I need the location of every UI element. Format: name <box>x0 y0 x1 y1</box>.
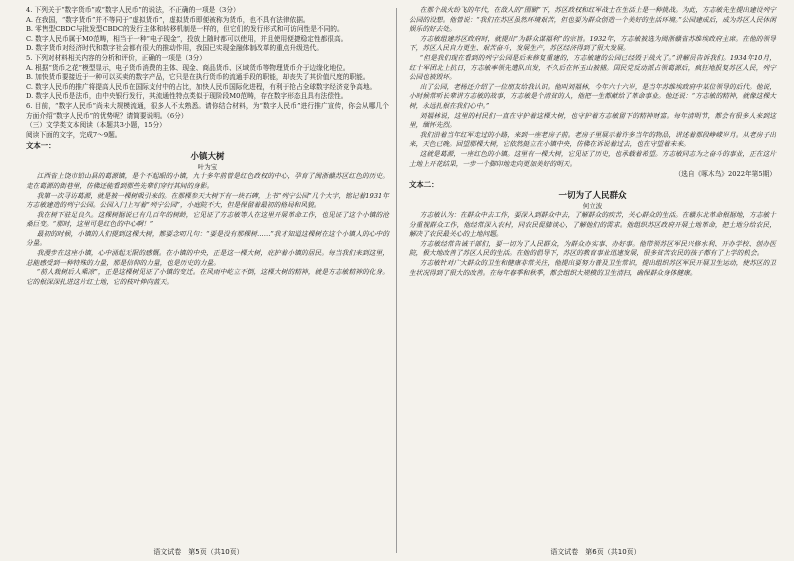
q5-option-d: D. 数字人民币是法币，由中央银行发行，其流通性特点类似于现阶段M0范畴，存在数字形态且具有法偿性。 <box>26 92 348 101</box>
article-2-paragraph: 方志敏针对广大群众的卫生和健康非常关注，他提出要努力普及卫生常识，提出组织苏区军民开展卫生运动，使苏区的卫生状况得到了很大的改善。在每年春季和秋季，都会组织大规模的卫生清扫，确保群众身体健康。 <box>409 259 776 277</box>
page-footer-6: 语文试卷 第6页（共10页） <box>550 548 641 556</box>
article-source: （选自《啄木鸟》2022年第5期） <box>674 170 776 179</box>
article-title: 小镇大树 <box>190 152 225 163</box>
article-paragraph: “但是我们现在看到的列宁公园是后来修复重建的，方志敏建的公园已经毁于战火了。”讲解员告诉我们。1934年10月，红十军团北上抗日，方志敏率领先遣队出发，不久后在怀玉山被捕。国民党反动派占领葛源后，疯狂地报复苏区人民，列宁公园也被毁坏。 <box>409 53 776 82</box>
article-paragraph: 最初的时候，小镇的人们提到这棵大树，都要念叨几句：“要是没有那棵树……”我才知道这棵树在这个小镇人的心中的分量。 <box>26 229 389 248</box>
section-3-heading: （三）文学类文本阅读（本题共3小题，15分） <box>26 121 166 130</box>
q6-stem: 6. 目前，“数字人民币”尚未大规模流通，很多人不太熟悉。请你结合材料，为“数字人民币”进行推广宣传，你会从哪几个方面介绍“数字人民币”的优势呢？请简要说明。（6分） <box>26 101 389 120</box>
exam-page-6 <box>397 0 794 561</box>
article-paragraph: 这就是葛源，一座红色的小镇。这里有一棵大树，它见证了历史，也承载着希望。方志敏同志为之奋斗的事业，正在这片土地上开花结果，一步一个脚印地走向更加美好的明天。 <box>409 149 776 168</box>
q5-option-c: C. 数字人民币的推广将提高人民币在国际支付中的占比，加快人民币国际化进程，有利于抢占全球数字经济竞争高地。 <box>26 82 377 91</box>
q4-option-a: A. 在我国，“数字货币”并不等同于“虚拟货币”，虚拟货币即便被称为货币，也不具有法律依据。 <box>26 15 310 24</box>
q5-stem: 5. 下列对材料相关内容的分析和评价，正确的一项是（3分） <box>26 53 206 62</box>
article-paragraph: 我们沿着当年红军走过的小路，来到一座老房子前。老房子里展示着许多当年的物品，讲述着那段峥嵘岁月。从老房子出来，天色已晚。回望那棵大树，它依然挺立在小镇中央，仿佛在诉说着过去，也在守望着未来。 <box>409 130 776 149</box>
q5-option-a: A. 根据“货币之花”模型显示，电子货币消费的主体、现金、商品货币、区域货币等物理货币介于边缘化地位。 <box>26 63 350 72</box>
q5-option-b: B. 加快货币要接近于一种可以买卖的数字产品，它只是在执行货币的流通手段的职能，却丧失了其价值尺度的职能。 <box>26 73 370 82</box>
article-paragraph: 方志敏组建苏区政府时，就提出“为群众谋福利”的宗旨。1932年，方志敏被选为闽浙赣省苏维埃政府主席。在他的领导下，苏区人民自力更生、艰苦奋斗，发展生产，苏区经济得到了很大发展。 <box>409 34 776 53</box>
article-paragraph: “前人栽树后人乘凉”，正是这棵树见证了小镇的变迁。在风雨中屹立不倒，这棵大树的精神，就是方志敏精神的化身。它的根深深扎进这片红土地，它的枝叶伸向蓝天。 <box>26 268 389 286</box>
article-paragraph: 在那个战火纷飞的年代，在敌人的“围剿”下，苏区政权和红军战士在生活上是一种挑战。为此，方志敏先生提出建设列宁公园的设想。他曾说：“我们在苏区虽然环境艰苦，但也要为群众创造一个美好的生活环境。”公园建成后，成为苏区人民休闲娱乐的好去处。 <box>409 6 776 34</box>
page-footer-5: 语文试卷 第5页（共10页） <box>153 548 244 556</box>
text-2-label: 文本二： <box>409 180 439 190</box>
article-paragraph: 我漫步在这座小镇，心中涌起无限的感慨。在小镇的中央，正是这一棵大树，庇护着小镇的居民。每当我们来到这里，总能感受到一种特殊的力量，那是信仰的力量，也是历史的力量。 <box>26 249 389 267</box>
q4-stem: 4. 下列关于“数字货币”或“数字人民币”的说法，不正确的一项是（3分） <box>26 6 240 14</box>
article-author: 叶为宝 <box>197 163 218 172</box>
article-paragraph: 我第一次寻访葛源，就是被一棵树吸引来的。在那棵参天大树下有一块石碑，上书“列宁公园”几个大字，铭记着1931年方志敏建造的列宁公园。公园入门上写着“列宁公园”，小庭院不大，但是保留着最初的格局和风貌。 <box>26 191 389 210</box>
text-1-label: 文本一： <box>26 141 56 151</box>
article-paragraph: 江西省上饶市铅山县的葛源镇，是个不起眼的小镇，九十多年前曾是红色政权的中心，孕育了闽浙赣苏区红色的历史。走在葛源的街巷里，仿佛还能看到那些先辈们穿行其间的身影。 <box>26 172 389 190</box>
article-paragraph: 刘福林说，这里的村民们一直在守护着这棵大树，也守护着方志敏留下的精神财富。每年清明节，都会有很多人来到这里，缅怀先烈。 <box>409 111 776 130</box>
article-2-paragraph: 方志敏认为：在群众中去工作，要深入到群众中去，了解群众的疾苦，关心群众的生活。在赣东北革命根据地，方志敏十分重视群众工作，他经常深入农村，同农民促膝谈心，了解他们的需求。他组织苏区政府开展土地革命，把土地分给农民，解决了农民最关心的土地问题。 <box>409 211 776 239</box>
q4-option-d: D. 数字货币对经济时代和数字社会都有很大的推动作用，我国已实现金融体制改革的重点升级迭代。 <box>26 44 323 53</box>
q4-option-b: B. 零售型CBDC与批发型CBDC的发行主体和转移机制是一样的，但它们的发行形式和可访问性是不同的。 <box>26 25 344 34</box>
q4-option-c: C. 数字人民币属于M0范畴，相当于一种“电子现金”，投放上随时都可以使用，并且使用便捷稳定性都很高。 <box>26 34 348 43</box>
article-2-paragraph: 方志敏经常告诫干部们，要一切为了人民群众，为群众办实事、办好事。他带领苏区军民兴修水利、开办学校、创办医院，极大地改善了苏区人民的生活。在他的倡导下，苏区的教育事业迅速发展，很多贫苦农民的孩子都有了上学的机会。 <box>409 239 776 258</box>
article-paragraph: 出了公园，老杨还介绍了一位朋友给我认识。他叫刘福林，今年六十六岁，是当年苏维埃政府中某位领导的后代。他说，小时候常听长辈讲方志敏的故事，方志敏是个清贫的人，他把一生都献给了革命事业。他还说：“方志敏的精神，就像这棵大树，永远扎根在我们心中。” <box>409 82 776 110</box>
reading-instruction: 阅读下面的文字，完成7～9题。 <box>26 130 122 139</box>
article-paragraph: 我在树下驻足良久。这棵树据说已有几百年的树龄，它见证了方志敏等人在这里开展革命工作，也见证了这个小镇的沧桑巨变。“那时，这里可是红色的中心啊！” <box>26 210 389 229</box>
article-2-author: 何立波 <box>582 202 603 211</box>
article-2-title: 一切为了人民群众 <box>558 191 627 202</box>
